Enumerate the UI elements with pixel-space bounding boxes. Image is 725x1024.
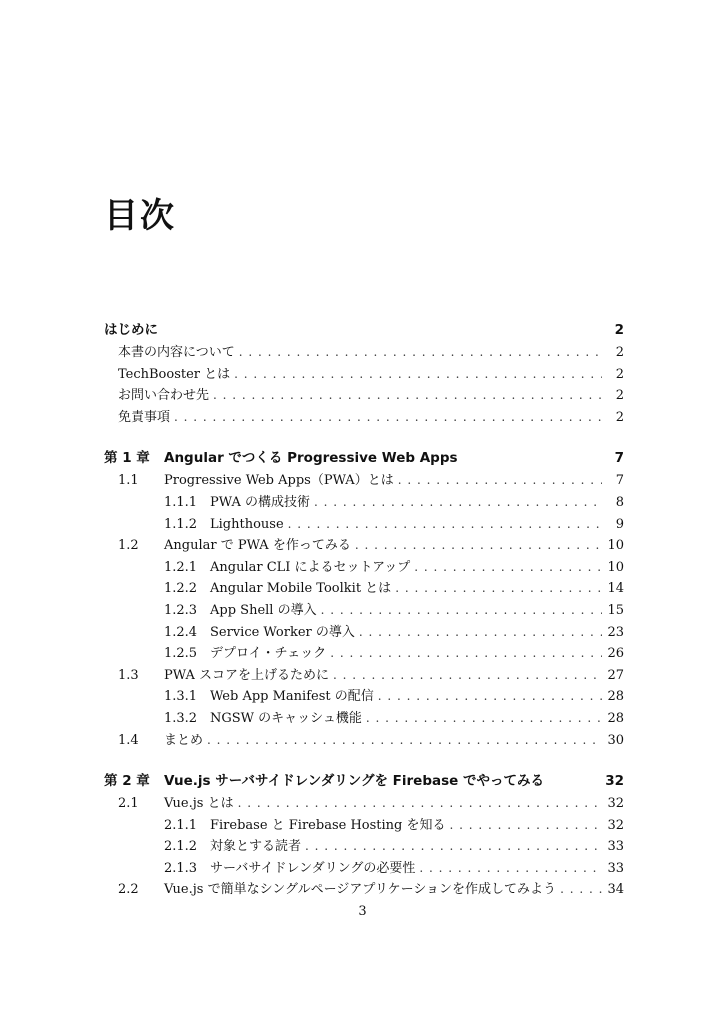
toc-subsection[interactable]: [104, 836, 624, 858]
dot-leader: [395, 578, 602, 600]
toc-intro-heading[interactable]: [104, 318, 624, 342]
toc-page-number: 34: [607, 882, 624, 898]
toc-entry-label: Firebase と Firebase Hosting を知る: [210, 817, 446, 833]
dot-leader: [330, 643, 602, 665]
toc-entry-label: デプロイ・チェック: [210, 646, 327, 662]
toc-entry-label: 免責事項: [118, 409, 171, 425]
toc-entry[interactable]: [104, 385, 624, 407]
toc-subsection[interactable]: [104, 686, 624, 708]
toc-subsection[interactable]: [104, 557, 624, 579]
toc-number: 第 1 章: [104, 450, 150, 467]
toc-number: 1.2.5: [164, 646, 198, 662]
toc-subsection[interactable]: [104, 622, 624, 644]
toc-page-number: 10: [607, 559, 624, 575]
toc-number: 1.3: [118, 667, 139, 683]
toc-entry[interactable]: [104, 407, 624, 429]
dot-leader: [213, 385, 602, 407]
toc-page-number: 15: [607, 602, 624, 618]
toc-page-number: 9: [615, 516, 624, 532]
page-number: 3: [358, 904, 367, 919]
toc-number: 第 2 章: [104, 773, 150, 790]
toc-page-number: 28: [607, 689, 624, 705]
toc-page-number: 27: [607, 667, 624, 683]
toc-entry-label: サーバサイドレンダリングの必要性: [210, 860, 416, 876]
dot-leader: [419, 858, 602, 880]
toc-entry-label: お問い合わせ先: [118, 388, 210, 404]
dot-leader: [174, 407, 602, 429]
toc-entry-label: 本書の内容について: [118, 345, 235, 360]
toc-entry-label: Angular でつくる Progressive Web Apps: [164, 450, 458, 467]
toc-page-number: 33: [607, 860, 624, 876]
dot-leader: [378, 686, 602, 708]
toc-page-number: 28: [607, 710, 624, 726]
dot-leader: [288, 514, 602, 536]
dot-leader: [560, 879, 602, 901]
toc-page-number: 2: [615, 366, 624, 382]
toc-intro-label: はじめに: [104, 322, 158, 338]
toc-page-number: 26: [607, 646, 624, 662]
toc-entry-label: Lighthouse: [210, 516, 284, 532]
page-title: 目次: [104, 196, 176, 236]
toc-entry-label: PWA スコアを上げるために: [164, 667, 329, 683]
toc-page-number: 32: [607, 796, 624, 812]
toc-page-number: 2: [615, 388, 624, 404]
toc-subsection[interactable]: [104, 514, 624, 536]
toc-page-number: 8: [615, 494, 624, 510]
toc-subsection[interactable]: [104, 858, 624, 880]
toc-page-number: 23: [607, 624, 624, 640]
toc-number: 1.4: [118, 732, 139, 748]
toc-number: 2.1.3: [164, 860, 198, 876]
toc-page-number: 32: [605, 773, 624, 790]
toc-number: 1.2: [118, 538, 139, 554]
toc-entry-label: 対象とする読者: [210, 839, 302, 855]
toc-number: 1.2.3: [164, 602, 198, 618]
toc-entry-label: NGSW のキャッシュ機能: [210, 710, 362, 726]
toc-page-number: 2: [615, 345, 624, 360]
toc-page-number: 7: [614, 450, 624, 467]
toc-subsection[interactable]: [104, 578, 624, 600]
dot-leader: [314, 492, 602, 514]
toc-page-number: 7: [615, 473, 624, 489]
toc-subsection[interactable]: [104, 492, 624, 514]
dot-leader: [366, 708, 602, 730]
dot-leader: [321, 600, 602, 622]
toc-number: 2.1.1: [164, 817, 198, 833]
toc-section[interactable]: [104, 470, 624, 492]
toc-number: 1.1.1: [164, 494, 198, 510]
dot-leader: [305, 836, 602, 858]
toc-section[interactable]: [104, 730, 624, 752]
toc-entry-label: Angular CLI によるセットアップ: [210, 559, 411, 575]
dot-leader: [450, 815, 603, 837]
toc-entry-label: まとめ: [164, 732, 204, 748]
toc-page-number: 2: [614, 322, 624, 338]
toc-subsection[interactable]: [104, 643, 624, 665]
toc-entry-label: Vue.js サーバサイドレンダリングを Firebase でやってみる: [164, 773, 544, 790]
dot-leader: [207, 730, 602, 752]
toc-number: 2.2: [118, 882, 139, 898]
toc-number: 1.2.2: [164, 581, 198, 597]
toc-entry-label: Angular Mobile Toolkit とは: [210, 581, 392, 597]
dot-leader: [414, 557, 602, 579]
dot-leader: [333, 665, 602, 687]
toc-page-number: 30: [607, 732, 624, 748]
toc-section[interactable]: [104, 535, 624, 557]
dot-leader: [234, 364, 602, 386]
toc-page-number: 14: [607, 581, 624, 597]
table-of-contents: [104, 310, 624, 901]
toc-entry-label: Web App Manifest の配信: [210, 689, 374, 705]
toc-subsection[interactable]: [104, 600, 624, 622]
toc-page-number: 2: [615, 409, 624, 425]
toc-chapter-heading[interactable]: [104, 769, 624, 793]
dot-leader: [355, 535, 602, 557]
toc-number: 1.1: [118, 473, 139, 489]
toc-entry-label: Progressive Web Apps（PWA）とは: [164, 473, 394, 489]
toc-entry-label: Vue.js とは: [164, 796, 234, 812]
toc-page-number: 33: [607, 839, 624, 855]
toc-entry[interactable]: [104, 364, 624, 386]
dot-leader: [359, 622, 602, 644]
toc-entry-label: Service Worker の導入: [210, 624, 355, 640]
toc-section[interactable]: [104, 665, 624, 687]
toc-subsection[interactable]: [104, 815, 624, 837]
toc-entry-label: App Shell の導入: [210, 602, 317, 618]
toc-number: 1.3.1: [164, 689, 198, 705]
toc-entry-label: PWA の構成技術: [210, 494, 310, 510]
toc-number: 1.1.2: [164, 516, 198, 532]
toc-subsection[interactable]: [104, 708, 624, 730]
toc-number: 1.3.2: [164, 710, 198, 726]
toc-number: 2.1.2: [164, 839, 198, 855]
dot-leader: [238, 793, 602, 815]
toc-entry[interactable]: [104, 342, 624, 364]
toc-section[interactable]: [104, 793, 624, 815]
toc-entry-label: Vue.js で簡単なシングルページアプリケーションを作成してみよう: [164, 882, 557, 898]
toc-number: 1.2.4: [164, 624, 198, 640]
toc-chapter-heading[interactable]: [104, 446, 624, 470]
toc-entry-label: Angular で PWA を作ってみる: [164, 538, 351, 554]
toc-page-number: 32: [607, 817, 624, 833]
dot-leader: [239, 342, 602, 364]
toc-number: 2.1: [118, 796, 139, 812]
toc-entry-label: TechBooster とは: [118, 366, 231, 382]
toc-section[interactable]: [104, 879, 624, 901]
dot-leader: [398, 470, 602, 492]
toc-number: 1.2.1: [164, 559, 198, 575]
toc-page-number: 10: [607, 538, 624, 554]
